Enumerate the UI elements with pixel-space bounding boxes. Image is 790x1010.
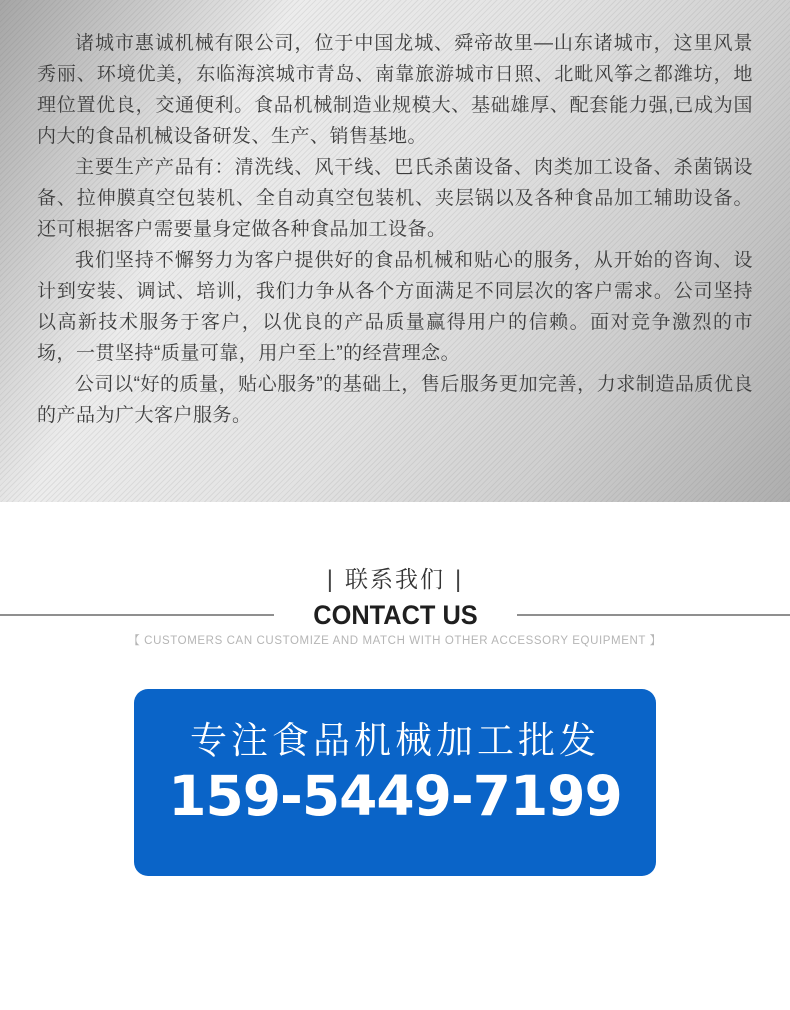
contact-section-header	[0, 502, 790, 649]
contact-phone-card	[134, 689, 656, 876]
divider-line-left	[0, 614, 274, 616]
company-intro-section	[0, 0, 790, 502]
contact-title-cn	[0, 564, 790, 595]
contact-title-en-row	[0, 599, 790, 631]
title-right-bar: |	[455, 566, 464, 593]
company-paragraph-4: 公司以“好的质量，贴心服务”的基础上，售后服务更加完善，力求制造品质优良的产品为广大客户服务。	[37, 374, 753, 426]
divider-line-right	[517, 614, 790, 616]
contact-title-en: CONTACT US	[312, 599, 478, 630]
contact-title-cn-text: 联系我们	[345, 566, 445, 592]
phone-number: 159-5449-7199	[168, 764, 622, 828]
company-paragraph-2: 主要生产产品有：清洗线、风干线、巴氏杀菌设备、肉类加工设备、杀菌锅设备、拉伸膜真空包装机、全自动真空包装机、夹层锅以及各种食品加工辅助设备。还可根据客户需要量身定做各种食品加工设备。	[37, 157, 753, 240]
title-left-bar: |	[326, 566, 335, 593]
company-paragraph-1: 诸城市惠诚机械有限公司，位于中国龙城、舜帝故里—山东诸城市，这里风景秀丽、环境优美，东临海滨城市青岛、南靠旅游城市日照、北毗风筝之都潍坊，地理位置优良，交通便利。食品机械制造业规模大、基础雄厚、配套能力强,已成为国内大的食品机械设备研发、生产、销售基地。	[37, 33, 753, 147]
phone-card-tagline: 专注食品机械加工批发	[190, 720, 600, 761]
contact-subtitle: 【 CUSTOMERS CAN CUSTOMIZE AND MATCH WITH OTHER ACCESSORY EQUIPMENT 】	[128, 635, 662, 647]
company-paragraph-3: 我们坚持不懈努力为客户提供好的食品机械和贴心的服务，从开始的咨询、设计到安装、调试、培训，我们力争从各个方面满足不同层次的客户需求。公司坚持以高新技术服务于客户，以优良的产品质量赢得用户的信赖。面对竞争激烈的市场，一贯坚持“质量可靠，用户至上”的经营理念。	[37, 250, 753, 364]
